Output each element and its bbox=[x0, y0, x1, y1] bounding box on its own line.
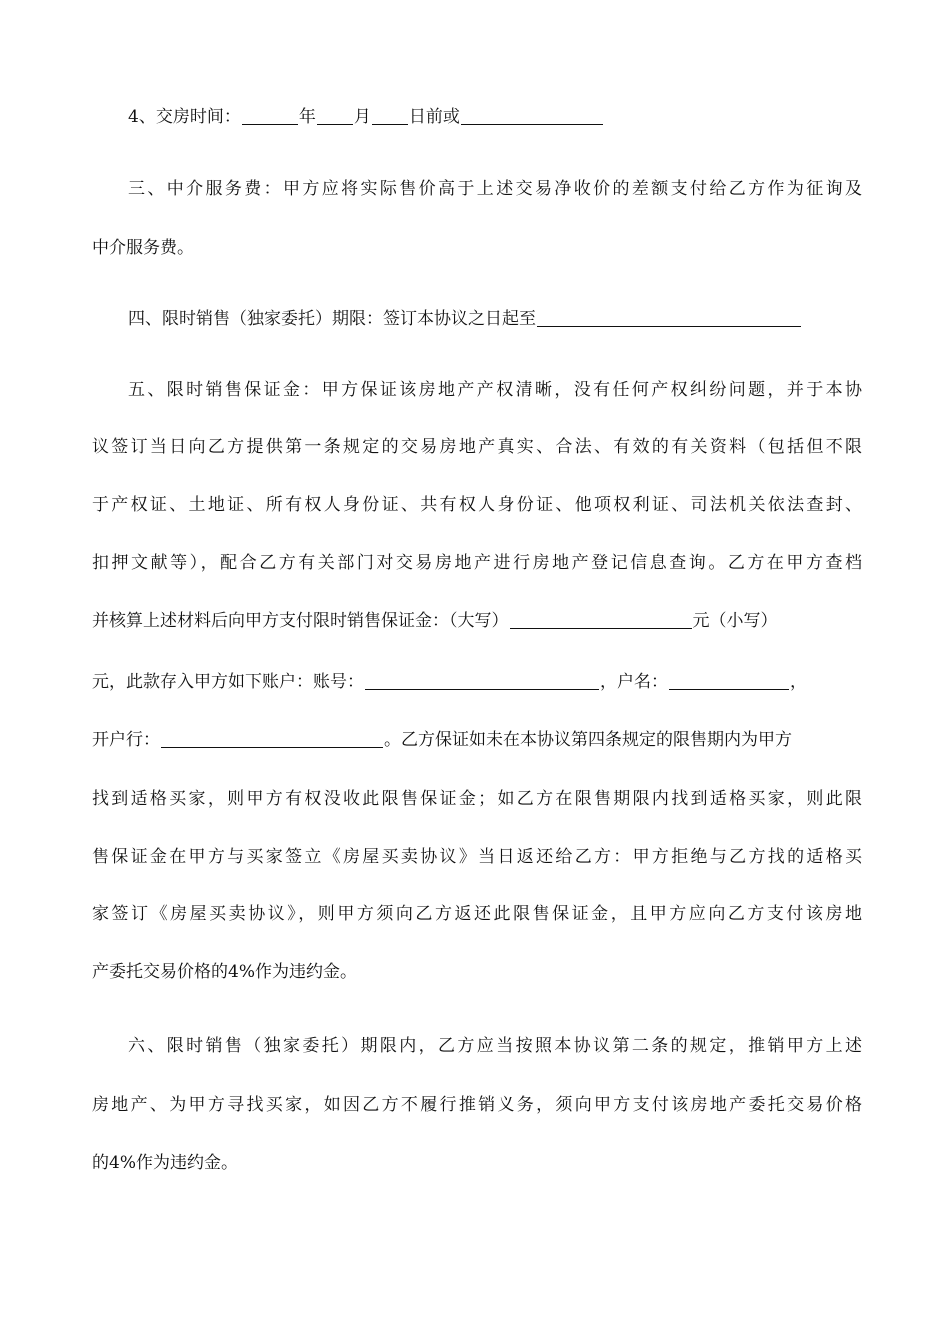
clause-5-line-4: 扣押文献等），配合乙方有关部门对交易房地产进行房地产登记信息查询。乙方在甲方查档 bbox=[92, 553, 862, 573]
alt-date-blank bbox=[461, 106, 603, 125]
account-name-comma: ， bbox=[790, 672, 807, 692]
delivery-time-line bbox=[128, 102, 862, 132]
account-number-blank bbox=[365, 671, 599, 690]
clause-5-guarantee-text: 。乙方保证如未在本协议第四条规定的限售期内为甲方 bbox=[384, 730, 792, 750]
account-number-label: 元，此款存入甲方如下账户：账号： bbox=[92, 672, 364, 692]
bank-blank bbox=[161, 729, 383, 748]
clause-5-line-3: 于产权证、土地证、所有权人身份证、共有权人身份证、他项权利证、司法机关依法查封、 bbox=[92, 495, 862, 515]
deposit-uppercase-blank bbox=[510, 610, 692, 629]
clause-4-line bbox=[128, 304, 862, 334]
bank-label: 开户行： bbox=[92, 730, 160, 750]
clause-5-line-10: 家签订《房屋买卖协议》，则甲方须向乙方返还此限售保证金，且甲方应向乙方支付该房地 bbox=[92, 904, 862, 924]
clause-5-line-2: 议签订当日向乙方提供第一条规定的交易房地产真实、合法、有效的有关资料（包括但不限 bbox=[92, 437, 862, 457]
day-label: 日前或 bbox=[408, 107, 460, 127]
deposit-lowercase-label: 元（小写） bbox=[692, 611, 778, 631]
delivery-time-label: 4、交房时间： bbox=[128, 107, 241, 127]
deposit-uppercase-label: 并核算上述材料后向甲方支付限时销售保证金：（大写） bbox=[92, 611, 509, 631]
clause-3-line-1: 三、中介服务费：甲方应将实际售价高于上述交易净收价的差额支付给乙方作为征询及 bbox=[128, 179, 862, 199]
day-blank bbox=[372, 106, 408, 125]
year-label: 年 bbox=[298, 107, 316, 127]
clause-5-line-9: 售保证金在甲方与买家签立《房屋买卖协议》当日返还给乙方：甲方拒绝与乙方找的适格买 bbox=[92, 847, 862, 867]
clause-5-line-7 bbox=[92, 725, 862, 755]
clause-5-line-6 bbox=[92, 667, 862, 697]
clause-4-text: 四、限时销售（独家委托）期限：签订本协议之日起至 bbox=[128, 309, 536, 329]
month-label: 月 bbox=[353, 107, 371, 127]
account-name-blank bbox=[669, 671, 789, 690]
clause-5-line-1: 五、限时销售保证金：甲方保证该房地产产权清晰，没有任何产权纠纷问题，并于本协 bbox=[128, 380, 862, 400]
clause-5-line-11: 产委托交易价格的4%作为违约金。 bbox=[92, 962, 357, 982]
clause-5-line-8: 找到适格买家，则甲方有权没收此限售保证金；如乙方在限售期限内找到适格买家，则此限 bbox=[92, 789, 862, 809]
clause-5-line-5 bbox=[92, 606, 862, 636]
month-blank bbox=[317, 106, 353, 125]
clause-6-line-2: 房地产、为甲方寻找买家，如因乙方不履行推销义务，须向甲方支付该房地产委托交易价格 bbox=[92, 1095, 862, 1115]
clause-6-line-3: 的4%作为违约金。 bbox=[92, 1153, 238, 1173]
clause-3-line-2: 中介服务费。 bbox=[92, 238, 194, 258]
year-blank bbox=[242, 106, 298, 125]
account-name-label: ，户名： bbox=[600, 672, 668, 692]
term-end-blank bbox=[537, 308, 801, 327]
clause-6-line-1: 六、限时销售（独家委托）期限内，乙方应当按照本协议第二条的规定，推销甲方上述 bbox=[128, 1036, 862, 1056]
